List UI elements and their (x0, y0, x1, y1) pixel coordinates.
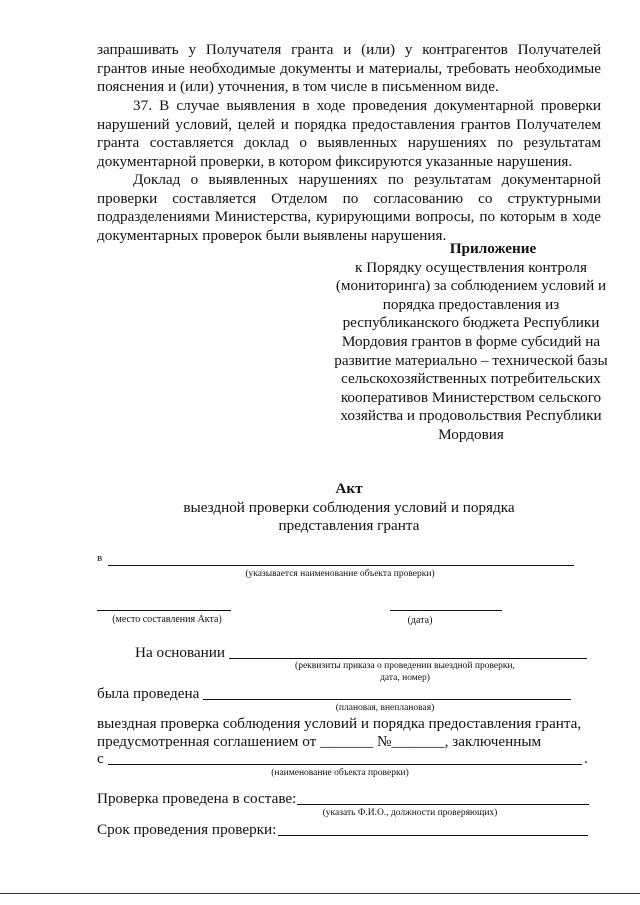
basis-label: На основании (135, 644, 226, 661)
composition-label: Проверка проведена в составе: (97, 790, 297, 807)
composition-line[interactable] (297, 804, 589, 805)
appendix-line: кооперативов Министерством сельского (340, 388, 602, 406)
hint-object: (указывается наименование объекта проверки) (245, 569, 435, 579)
appendix-line: республиканского бюджета Республики (342, 314, 600, 332)
hint-place: (место составления Акта) (112, 614, 222, 625)
act-subtitle: представления гранта (278, 517, 420, 535)
hint-basis: дата, номер) (380, 673, 430, 683)
act-subtitle: выездной проверки соблюдения условий и порядка (183, 498, 515, 516)
paragraph-continuation: запрашивать у Получателя гранта и (или) у контрагентов Получателей грантов иные необходимые документы и материалы, требовать необходимые пояснения и (или) уточнения, в том числе в письменном виде. (97, 41, 601, 96)
with-object-line[interactable] (108, 764, 582, 765)
hint-conducted: (плановая, внеплановая) (335, 703, 435, 713)
page-bottom-rule (0, 893, 640, 894)
hint-date: (дата) (407, 615, 433, 626)
appendix-line: Мордовия (438, 425, 504, 443)
object-name-line[interactable] (108, 565, 574, 566)
place-line[interactable] (97, 610, 231, 611)
appendix-line: хозяйства и продовольствия Республики (340, 407, 602, 425)
appendix-block (326, 240, 616, 445)
appendix-line: развитие материально – технической базы (334, 351, 608, 369)
with-suffix: . (584, 750, 588, 767)
paragraph-37: 37. В случае выявления в ходе проведения документарной проверки нарушений условий, целей и порядка предоставления грантов Получателем гранта составляется доклад о выявленных нарушениях по результатам документарной проверки, в котором фиксируются указанные нарушения. (97, 97, 601, 170)
appendix-line: (мониторинга) за соблюдением условий и (335, 277, 607, 295)
with-prefix: с (97, 750, 104, 767)
conducted-label: была проведена (97, 685, 200, 702)
hint-with: (наименование объекта проверки) (271, 768, 409, 778)
basis-line[interactable] (229, 658, 587, 659)
appendix-line: сельскохозяйственных потребительских (341, 370, 601, 388)
hint-composition: (указать Ф.И.О., должности проверяющих) (322, 808, 498, 818)
appendix-line: Мордовия грантов в форме субсидий на (341, 332, 601, 350)
hint-basis: (реквизиты приказа о проведении выездной проверки, (295, 661, 515, 671)
appendix-line: порядка предоставления из (382, 295, 560, 313)
in-prefix: в (97, 552, 103, 564)
conducted-line[interactable] (203, 699, 571, 700)
appendix-line: к Порядку осуществления контроля (355, 258, 587, 276)
paragraph-report: Доклад о выявленных нарушениях по результатам документарной проверки составляется Отделом по согласованию со структурными подразделениями Министерства, курирующими вопросы, по которым в ходе документарных проверок были выявлены нарушения. (97, 171, 601, 244)
body-line: предусмотренная соглашением от _______ №_______, заключенным (97, 733, 542, 750)
body-line: выездная проверка соблюдения условий и порядка предоставления гранта, (97, 715, 582, 732)
act-title: Акт (335, 480, 363, 497)
period-line[interactable] (278, 835, 588, 836)
appendix-title: Приложение (449, 240, 537, 257)
date-line[interactable] (390, 610, 502, 611)
period-label: Срок проведения проверки: (97, 821, 277, 838)
act-heading (97, 480, 601, 536)
